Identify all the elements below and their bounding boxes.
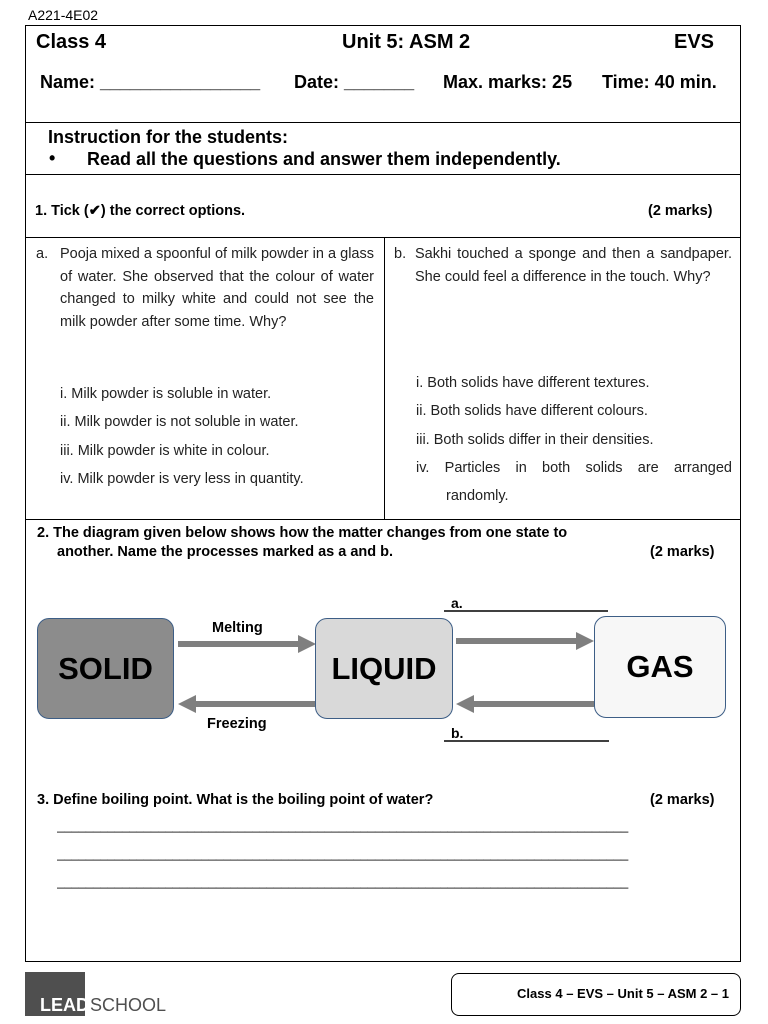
class-label: Class 4 bbox=[36, 31, 107, 53]
q1a-option-3[interactable]: iii. Milk powder is white in colour. bbox=[60, 443, 270, 459]
freezing-arrow bbox=[178, 695, 316, 713]
q1a-option-2[interactable]: ii. Milk powder is not soluble in water. bbox=[60, 414, 299, 430]
max-marks: Max. marks: 25 bbox=[443, 72, 573, 92]
q2-question-line2: another. Name the processes marked as a and b. bbox=[57, 544, 394, 560]
q3-answer-line-1[interactable]: _______________________________________________________________________________ bbox=[57, 818, 629, 833]
q1a-text: Pooja mixed a spoonful of milk powder in a glass of water. She observed that the colour of water changed to milky white and could not see the milk powder after some time. Why? bbox=[60, 246, 374, 330]
divider-q1-title bbox=[25, 237, 741, 238]
q1a-option-4[interactable]: iv. Milk powder is very less in quantity. bbox=[60, 471, 304, 487]
liquid-box bbox=[315, 618, 453, 719]
gas-label: GAS bbox=[626, 649, 694, 684]
process-a-label: a. bbox=[451, 595, 463, 611]
q3-answer-line-2[interactable]: _______________________________________________________________________________ bbox=[57, 846, 629, 861]
q2-question-line1: 2. The diagram given below shows how the matter changes from one state to bbox=[37, 525, 568, 541]
q1b-label: b. bbox=[394, 246, 407, 262]
q1b-option-4-cont: randomly. bbox=[446, 488, 509, 504]
q1a-label: a. bbox=[36, 246, 49, 262]
q1b-option-4[interactable]: iv. Particles in both solids are arranged bbox=[416, 460, 732, 476]
date-field: Date: _______ bbox=[294, 72, 415, 92]
freezing-label: Freezing bbox=[207, 716, 267, 732]
doc-code: A221-4E02 bbox=[28, 7, 99, 23]
instructions-title: Instruction for the students: bbox=[48, 127, 288, 147]
evaporation-arrow bbox=[456, 632, 594, 650]
divider-instructions bbox=[25, 174, 741, 175]
solid-label: SOLID bbox=[58, 650, 153, 686]
q1b-option-3[interactable]: iii. Both solids differ in their densities. bbox=[416, 432, 654, 448]
q3-question: 3. Define boiling point. What is the boiling point of water? bbox=[37, 792, 434, 808]
instructions-item: Read all the questions and answer them independently. bbox=[87, 149, 561, 169]
divider-q1-columns bbox=[384, 237, 385, 519]
logo-lead-text: LEAD bbox=[40, 995, 89, 1015]
logo-school-text: SCHOOL bbox=[90, 995, 167, 1015]
subject-label: EVS bbox=[674, 31, 715, 53]
q2-marks: (2 marks) bbox=[650, 544, 715, 560]
q1b-text: Sakhi touched a sponge and then a sandpaper. She could feel a difference in the touch. Why? bbox=[415, 246, 732, 285]
footer-page-ref: Class 4 – EVS – Unit 5 – ASM 2 – 1 bbox=[517, 986, 729, 1001]
q1-marks: (2 marks) bbox=[648, 203, 713, 219]
instructions-bullet: • bbox=[49, 148, 56, 168]
q1b-option-2[interactable]: ii. Both solids have different colours. bbox=[416, 403, 648, 419]
condensation-arrow bbox=[456, 695, 594, 713]
unit-label: Unit 5: ASM 2 bbox=[342, 31, 471, 53]
process-b-label: b. bbox=[451, 725, 464, 741]
melting-arrow bbox=[178, 635, 316, 653]
q1-title: 1. Tick (✔) the correct options. bbox=[35, 203, 246, 219]
q1a-option-1[interactable]: i. Milk powder is soluble in water. bbox=[60, 386, 272, 402]
divider-q1-end bbox=[25, 519, 741, 520]
q3-answer-line-3[interactable]: _______________________________________________________________________________ bbox=[57, 874, 629, 889]
name-field: Name: ________________ bbox=[40, 72, 261, 92]
divider-header bbox=[25, 122, 741, 123]
melting-label: Melting bbox=[212, 620, 263, 636]
time-allowed: Time: 40 min. bbox=[602, 72, 717, 92]
q1b-option-1[interactable]: i. Both solids have different textures. bbox=[416, 375, 650, 391]
solid-box bbox=[37, 618, 174, 719]
q3-marks: (2 marks) bbox=[650, 792, 715, 808]
liquid-label: LIQUID bbox=[331, 650, 437, 686]
gas-box bbox=[594, 616, 726, 718]
